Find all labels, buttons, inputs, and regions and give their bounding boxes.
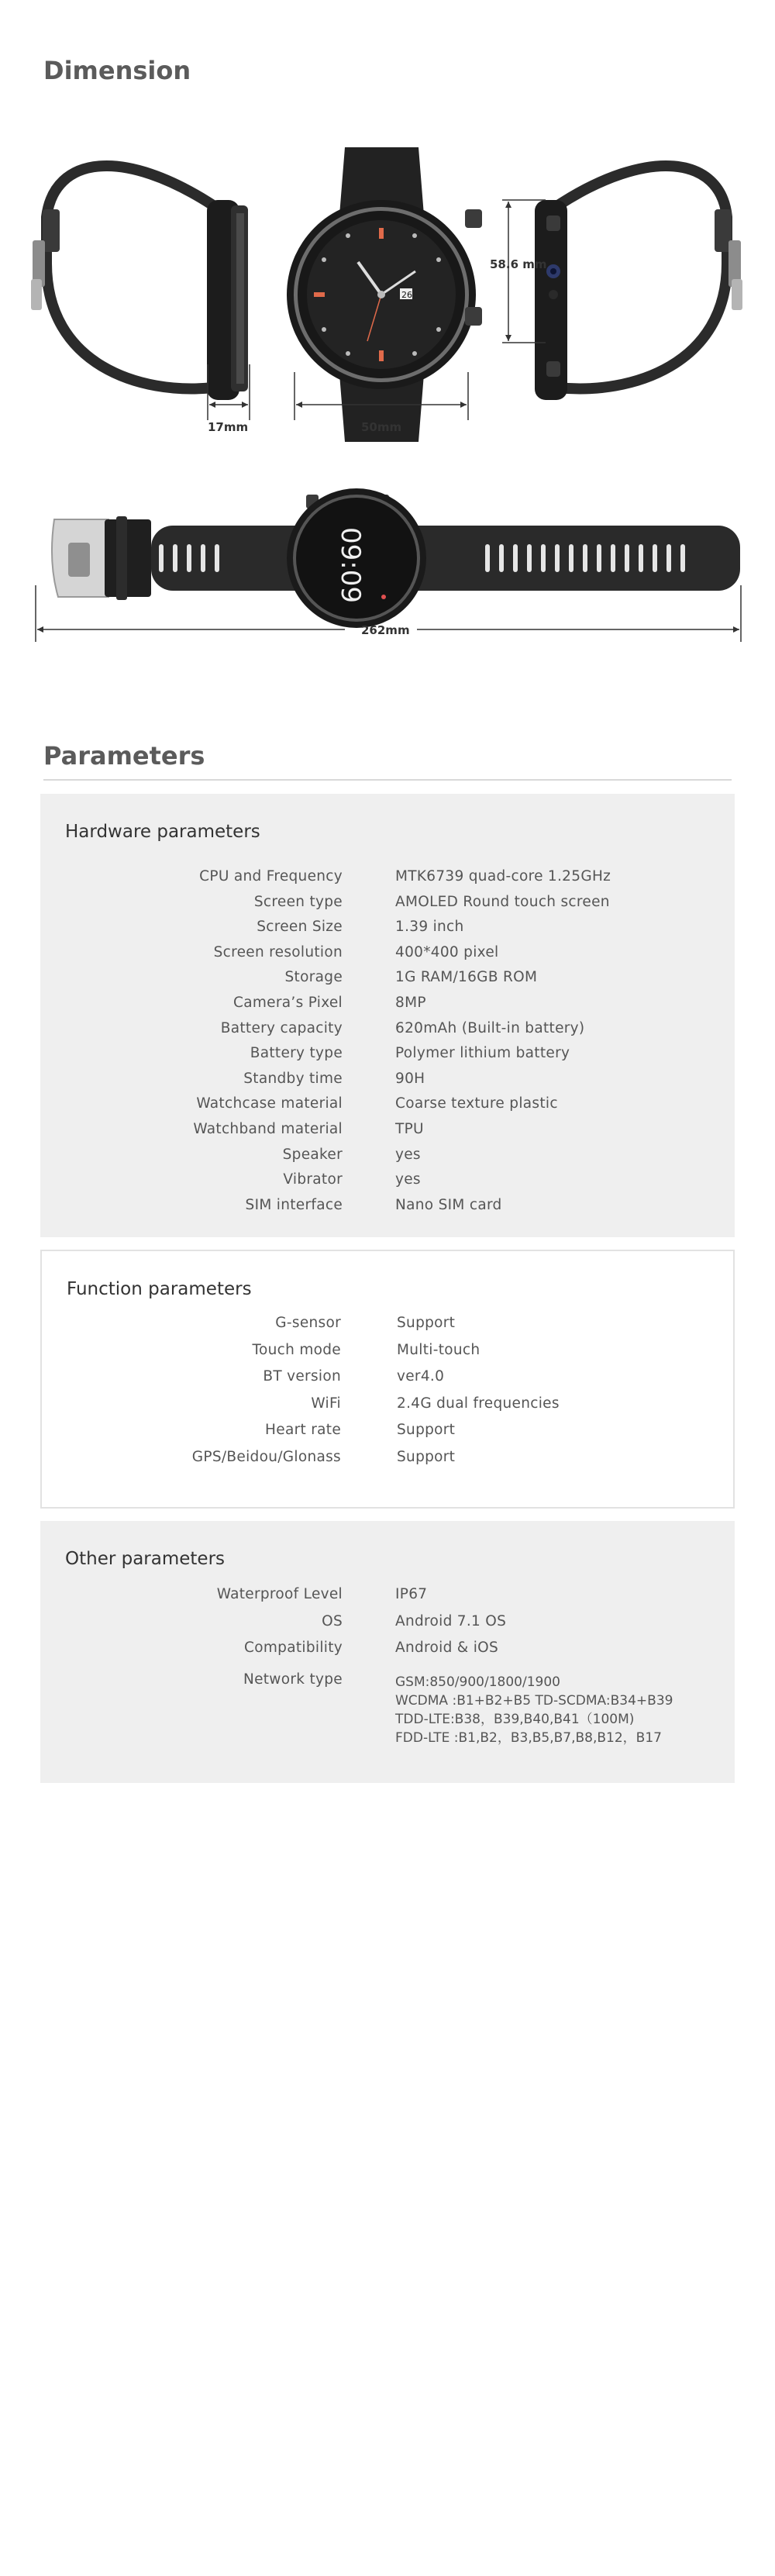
parameter-row: [40, 1197, 735, 1220]
parameter-row: [40, 1045, 735, 1068]
parameter-key: BT version: [263, 1368, 341, 1385]
function-parameters-title: Function parameters: [67, 1279, 252, 1299]
parameter-value: 8MP: [395, 995, 426, 1011]
other-parameters-title: Other parameters: [65, 1549, 226, 1569]
parameter-row: [40, 1586, 735, 1609]
hardware-parameters-title: Hardware parameters: [65, 822, 260, 842]
watch-side-view-left: [31, 166, 250, 420]
parameter-value: Support: [397, 1422, 456, 1439]
parameter-key: Camera’s Pixel: [233, 995, 343, 1011]
parameters-divider: [43, 779, 732, 781]
parameter-row: [40, 1071, 735, 1094]
parameter-value: MTK6739 quad-core 1.25GHz: [395, 868, 611, 885]
parameter-row: [42, 1368, 733, 1391]
parameter-row: [40, 1121, 735, 1144]
parameter-value: Multi-touch: [397, 1341, 480, 1358]
parameter-key: Screen resolution: [213, 943, 343, 960]
dimension-title: Dimension: [43, 56, 191, 85]
parameter-value: 1G RAM/16GB ROM: [395, 969, 538, 986]
parameter-key: Heart rate: [265, 1422, 341, 1439]
watch-side-view-right: [502, 166, 742, 400]
parameter-row: [40, 995, 735, 1018]
parameter-row: [42, 1342, 733, 1365]
parameter-row: [40, 1171, 735, 1195]
parameter-value: Coarse texture plastic: [395, 1095, 558, 1112]
parameter-value: Android 7.1 OS: [395, 1612, 507, 1629]
parameter-value: IP67: [395, 1586, 428, 1602]
width-label: 50mm: [361, 420, 402, 434]
network-line: FDD-LTE :B1,B2，B3,B5,B7,B8,B12，B17: [395, 1730, 662, 1746]
parameter-row: [40, 1095, 735, 1119]
parameter-value: yes: [395, 1146, 421, 1163]
function-parameters-panel: [40, 1250, 735, 1509]
parameter-key: OS: [322, 1612, 343, 1629]
network-line: GSM:850/900/1800/1900: [395, 1674, 560, 1690]
parameter-row: [40, 1147, 735, 1170]
network-type-values: [395, 1673, 673, 1747]
other-parameters-panel: [40, 1521, 735, 1783]
parameter-value: yes: [395, 1171, 421, 1188]
parameter-value: 1.39 inch: [395, 919, 464, 936]
parameter-value: Support: [397, 1449, 456, 1465]
parameter-value: Android & iOS: [395, 1640, 499, 1657]
parameter-row: [42, 1449, 733, 1472]
parameter-value: Nano SIM card: [395, 1196, 502, 1213]
length-label: 262mm: [361, 623, 410, 637]
parameter-row: [42, 1315, 733, 1338]
dimension-illustration: [0, 132, 775, 667]
parameter-key: Screen Size: [257, 919, 343, 936]
parameter-row: [40, 894, 735, 917]
parameter-key: G-sensor: [275, 1315, 341, 1331]
parameter-key: GPS/Beidou/Glonass: [191, 1449, 341, 1465]
parameters-title: Parameters: [43, 741, 205, 771]
parameter-row: [40, 944, 735, 967]
parameter-key: SIM interface: [245, 1196, 343, 1213]
height-label: 58.6 mm: [490, 257, 547, 271]
network-type-key: Network type: [243, 1671, 343, 1688]
thickness-label: 17mm: [208, 420, 249, 434]
parameter-key: Waterproof Level: [216, 1586, 343, 1602]
parameter-row: [40, 1020, 735, 1043]
parameter-key: Screen type: [253, 893, 343, 910]
parameter-value: 2.4G dual frequencies: [397, 1395, 560, 1412]
parameter-key: Battery capacity: [220, 1019, 343, 1036]
parameter-value: 620mAh (Built-in battery): [395, 1019, 585, 1036]
parameter-key: Watchband material: [193, 1121, 343, 1137]
hardware-parameters-panel: [40, 794, 735, 1237]
parameter-row: [42, 1395, 733, 1419]
parameter-key: Compatibility: [244, 1640, 343, 1657]
network-line: TDD-LTE:B38，B39,B40,B41（100M): [395, 1712, 635, 1727]
parameter-key: CPU and Frequency: [199, 868, 343, 885]
parameter-row: [40, 868, 735, 891]
parameter-row: [40, 1640, 735, 1663]
parameter-key: Storage: [284, 969, 343, 986]
parameter-key: Speaker: [282, 1146, 343, 1163]
parameter-value: AMOLED Round touch screen: [395, 893, 610, 910]
parameter-value: 400*400 pixel: [395, 943, 499, 960]
watch-face-date: 26: [401, 290, 412, 300]
parameter-value: Support: [397, 1315, 456, 1331]
parameter-value: Polymer lithium battery: [395, 1045, 570, 1062]
parameter-value: 90H: [395, 1070, 425, 1087]
parameter-key: Standby time: [243, 1070, 343, 1087]
parameter-key: Touch mode: [252, 1341, 341, 1358]
watch-face-time: 09:09: [335, 527, 366, 603]
parameter-row: [42, 1422, 733, 1445]
parameter-key: WiFi: [311, 1395, 341, 1412]
watch-front-view: [287, 147, 482, 442]
network-line: WCDMA :B1+B2+B5 TD-SCDMA:B34+B39: [395, 1693, 673, 1709]
parameter-row: [40, 969, 735, 992]
parameter-key: Vibrator: [283, 1171, 343, 1188]
parameter-value: TPU: [395, 1121, 424, 1137]
parameter-row: [40, 1613, 735, 1636]
parameter-key: Battery type: [250, 1045, 343, 1062]
watch-flat-view: [52, 488, 740, 628]
parameter-value: ver4.0: [397, 1368, 445, 1385]
parameter-key: Watchcase material: [196, 1095, 343, 1112]
parameter-row: [40, 919, 735, 942]
